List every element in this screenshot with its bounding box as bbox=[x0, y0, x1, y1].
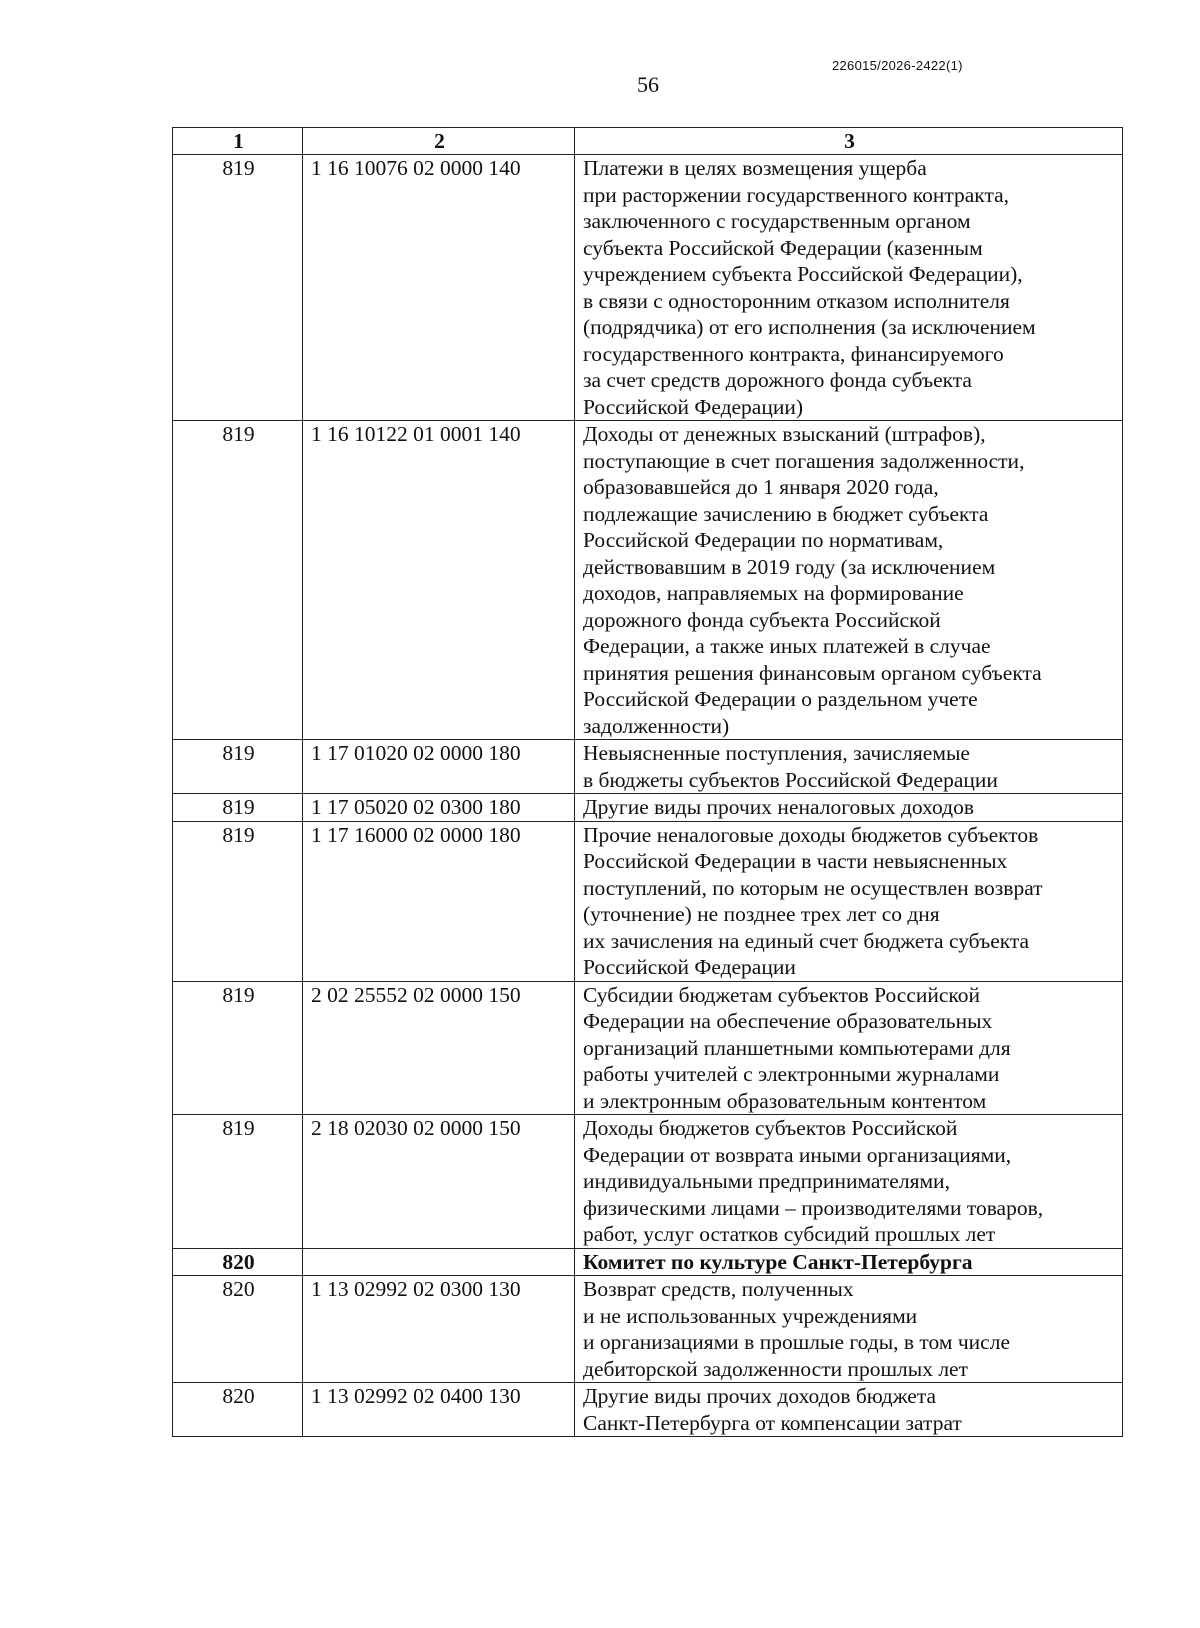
description-line: индивидуальными предпринимателями, bbox=[583, 1169, 950, 1193]
budget-code-cell bbox=[303, 1248, 575, 1276]
table-row bbox=[173, 821, 1123, 981]
description-cell bbox=[575, 1276, 1123, 1383]
description-line: Субсидии бюджетам субъектов Российской bbox=[583, 982, 981, 1007]
description-line: субъекта Российской Федерации (казенным bbox=[583, 235, 983, 260]
description-cell bbox=[575, 740, 1123, 794]
description-line: Прочие неналоговые доходы бюджетов субъектов bbox=[583, 822, 1039, 847]
description-line: поступающие в счет погашения задолженности, bbox=[583, 448, 1025, 473]
description-line: Федерации, а также иных платежей в случае bbox=[583, 634, 991, 658]
table-row bbox=[173, 1383, 1123, 1437]
description-line: их зачисления на единый счет бюджета субъекта bbox=[583, 928, 1030, 953]
description-line: учреждением субъекта Российской Федерации), bbox=[583, 262, 1023, 286]
description-line: государственного контракта, финансируемого bbox=[583, 341, 1004, 366]
description-line: Российской Федерации по нормативам, bbox=[583, 528, 944, 552]
description-line: задолженности) bbox=[583, 713, 730, 738]
description-cell bbox=[575, 794, 1123, 822]
description-line: в бюджеты субъектов Российской Федерации bbox=[583, 767, 998, 792]
description-line: физическими лицами – производителями товаров, bbox=[583, 1195, 1044, 1220]
description-line: действовавшим в 2019 году (за исключением bbox=[583, 554, 996, 579]
description-line: работ, услуг остатков субсидий прошлых лет bbox=[583, 1222, 996, 1246]
description-cell bbox=[575, 155, 1123, 421]
column-header-2: 2 bbox=[303, 128, 575, 155]
table-header-row bbox=[173, 128, 1123, 155]
description-line: (уточнение) не позднее трех лет со дня bbox=[583, 902, 940, 926]
description-line: Российской Федерации в части невыясненных bbox=[583, 849, 1008, 873]
admin-code-cell: 820 bbox=[173, 1248, 303, 1276]
admin-code-cell: 819 bbox=[173, 821, 303, 981]
description-cell bbox=[575, 981, 1123, 1115]
table-row bbox=[173, 981, 1123, 1115]
description-line: Российской Федерации о раздельном учете bbox=[583, 687, 978, 711]
description-line: и электронным образовательным контентом bbox=[583, 1088, 987, 1113]
column-header-1: 1 bbox=[173, 128, 303, 155]
budget-code-cell: 1 16 10076 02 0000 140 bbox=[303, 155, 575, 421]
column-header-3: 3 bbox=[575, 128, 1123, 155]
table-row bbox=[173, 421, 1123, 740]
budget-code-table bbox=[172, 127, 1123, 1437]
description-line: организаций планшетными компьютерами для bbox=[583, 1035, 1011, 1060]
description-line: принятия решения финансовым органом субъекта bbox=[583, 660, 1042, 685]
admin-code-cell: 819 bbox=[173, 981, 303, 1115]
admin-code-cell: 819 bbox=[173, 794, 303, 822]
description-line: Российской Федерации bbox=[583, 955, 796, 979]
description-line: и организациями в прошлые годы, в том числе bbox=[583, 1330, 1010, 1354]
description-line: Доходы бюджетов субъектов Российской bbox=[583, 1116, 958, 1140]
table-row bbox=[173, 1115, 1123, 1249]
description-line: в связи с односторонним отказом исполнителя bbox=[583, 288, 1010, 313]
document-id: 226015/2026-2422(1) bbox=[832, 58, 963, 73]
table-row bbox=[173, 1248, 1123, 1276]
description-line: Российской Федерации) bbox=[583, 394, 804, 419]
admin-code-cell: 819 bbox=[173, 1115, 303, 1249]
table-row bbox=[173, 740, 1123, 794]
description-line: работы учителей с электронными журналами bbox=[583, 1062, 1000, 1086]
description-line: Санкт-Петербурга от компенсации затрат bbox=[583, 1410, 962, 1435]
description-line: поступлений, по которым не осуществлен возврат bbox=[583, 875, 1043, 900]
table-body bbox=[173, 155, 1123, 1437]
description-line: Возврат средств, полученных bbox=[583, 1277, 854, 1301]
admin-code-cell: 820 bbox=[173, 1383, 303, 1437]
description-line: подлежащие зачислению в бюджет субъекта bbox=[583, 501, 989, 526]
table-row bbox=[173, 155, 1123, 421]
table-row bbox=[173, 1276, 1123, 1383]
description-line: за счет средств дорожного фонда субъекта bbox=[583, 368, 972, 392]
description-cell bbox=[575, 1115, 1123, 1249]
budget-code-cell: 1 16 10122 01 0001 140 bbox=[303, 421, 575, 740]
description-line: Комитет по культуре Санкт-Петербурга bbox=[583, 1249, 973, 1274]
description-line: Доходы от денежных взысканий (штрафов), bbox=[583, 422, 986, 446]
description-line: дебиторской задолженности прошлых лет bbox=[583, 1356, 968, 1381]
admin-code-cell: 819 bbox=[173, 155, 303, 421]
budget-code-cell: 1 17 16000 02 0000 180 bbox=[303, 821, 575, 981]
description-cell bbox=[575, 1248, 1123, 1276]
budget-code-cell: 1 17 05020 02 0300 180 bbox=[303, 794, 575, 822]
description-line: Другие виды прочих неналоговых доходов bbox=[583, 795, 975, 819]
description-cell bbox=[575, 1383, 1123, 1437]
budget-code-cell: 1 17 01020 02 0000 180 bbox=[303, 740, 575, 794]
description-line: (подрядчика) от его исполнения (за исключением bbox=[583, 315, 1036, 339]
description-line: Федерации на обеспечение образовательных bbox=[583, 1009, 993, 1033]
description-line: доходов, направляемых на формирование bbox=[583, 581, 964, 605]
admin-code-cell: 819 bbox=[173, 740, 303, 794]
description-line: заключенного с государственным органом bbox=[583, 209, 971, 233]
description-cell bbox=[575, 821, 1123, 981]
description-line: Федерации от возврата иными организациями, bbox=[583, 1142, 1012, 1167]
description-line: образовавшейся до 1 января 2020 года, bbox=[583, 475, 939, 499]
table-row bbox=[173, 794, 1123, 822]
budget-code-cell: 1 13 02992 02 0400 130 bbox=[303, 1383, 575, 1437]
admin-code-cell: 820 bbox=[173, 1276, 303, 1383]
description-line: при расторжении государственного контракта, bbox=[583, 182, 1010, 207]
admin-code-cell: 819 bbox=[173, 421, 303, 740]
description-line: и не использованных учреждениями bbox=[583, 1303, 918, 1328]
description-line: Другие виды прочих доходов бюджета bbox=[583, 1384, 937, 1408]
description-line: Платежи в целях возмещения ущерба bbox=[583, 156, 927, 180]
description-cell bbox=[575, 421, 1123, 740]
description-line: дорожного фонда субъекта Российской bbox=[583, 607, 941, 632]
budget-code-cell: 1 13 02992 02 0300 130 bbox=[303, 1276, 575, 1383]
page-number: 56 bbox=[637, 72, 659, 97]
description-line: Невыясненные поступления, зачисляемые bbox=[583, 741, 970, 765]
budget-code-cell: 2 18 02030 02 0000 150 bbox=[303, 1115, 575, 1249]
budget-code-cell: 2 02 25552 02 0000 150 bbox=[303, 981, 575, 1115]
